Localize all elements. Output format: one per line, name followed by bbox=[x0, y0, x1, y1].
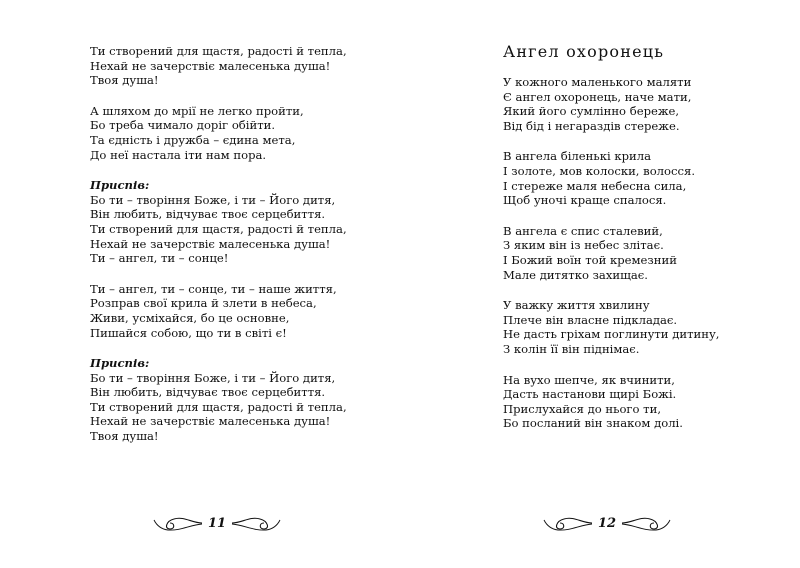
poem-line: Твоя душа! bbox=[90, 73, 159, 88]
refrain-stanza bbox=[90, 178, 347, 266]
poem-line: Живи, усміхайся, бо це основне, bbox=[90, 310, 290, 325]
right-page-poem bbox=[503, 75, 719, 447]
poem-line: Пишайся собою, що ти в світі є! bbox=[90, 325, 287, 340]
poem-line: Ти – ангел, ти – сонце, ти – наше життя, bbox=[90, 281, 337, 296]
stanza bbox=[90, 282, 347, 340]
poem-line: Від бід і негараздів стереже. bbox=[503, 118, 680, 133]
refrain-stanza bbox=[90, 356, 347, 444]
poem-line: Розправ свої крила й злети в небеса, bbox=[90, 296, 317, 311]
poem-line: Бо посланий він знаком долі. bbox=[503, 416, 683, 431]
flourish-right-icon bbox=[620, 512, 672, 534]
poem-line: З колін її він піднімає. bbox=[503, 341, 640, 356]
poem-line: І золоте, мов колоски, волосся. bbox=[503, 163, 696, 178]
refrain-label: Приспів: bbox=[90, 356, 150, 371]
poem-line: Він любить, відчуває твоє серцебиття. bbox=[90, 385, 326, 400]
stanza bbox=[503, 373, 719, 431]
poem-line: Нехай не зачерствіє малесенька душа! bbox=[90, 58, 331, 73]
poem-line: Та єдність і дружба – єдина мета, bbox=[90, 132, 296, 147]
poem-line: В ангела біленькі крила bbox=[503, 149, 652, 164]
page-number: 12 bbox=[598, 515, 617, 531]
refrain-label: Приспів: bbox=[90, 178, 150, 193]
stanza bbox=[503, 298, 719, 356]
poem-line: Який його сумлінно береже, bbox=[503, 104, 680, 119]
flourish-left-icon bbox=[542, 512, 594, 534]
stanza bbox=[90, 104, 347, 162]
stanza bbox=[90, 44, 347, 88]
poem-line: На вухо шепче, як вчинити, bbox=[503, 372, 675, 387]
poem-line: І стереже маля небесна сила, bbox=[503, 178, 687, 193]
left-page-footer bbox=[152, 509, 282, 537]
left-page-poem bbox=[90, 44, 347, 460]
right-page-footer bbox=[542, 509, 672, 537]
poem-line: З яким він із небес злітає. bbox=[503, 238, 664, 253]
page-number: 11 bbox=[208, 515, 227, 531]
poem-title: Ангел охоронець bbox=[503, 42, 665, 61]
poem-line: Він любить, відчуває твоє серцебиття. bbox=[90, 207, 326, 222]
poem-line: Твоя душа! bbox=[90, 429, 159, 444]
poem-line: Щоб уночі краще спалося. bbox=[503, 193, 667, 208]
poem-line: В ангела є спис сталевий, bbox=[503, 223, 663, 238]
poem-line: До неї настала іти нам пора. bbox=[90, 147, 267, 162]
stanza bbox=[503, 224, 719, 282]
poem-line: І Божий воїн той кремезний bbox=[503, 252, 677, 267]
poem-line: У важку життя хвилину bbox=[503, 298, 650, 313]
poem-line: Мале дитятко захищає. bbox=[503, 267, 648, 282]
poem-line: Плече він власне підкладає. bbox=[503, 312, 678, 327]
poem-line: Ти створений для щастя, радості й тепла, bbox=[90, 399, 347, 414]
poem-line: Прислухайся до нього ти, bbox=[503, 401, 661, 416]
poem-line: У кожного маленького маляти bbox=[503, 75, 692, 89]
flourish-right-icon bbox=[230, 512, 282, 534]
poem-line: Бо треба чимало доріг обійти. bbox=[90, 118, 276, 133]
poem-line: Бо ти – творіння Боже, і ти – Його дитя, bbox=[90, 370, 336, 385]
poem-line: Не дасть гріхам поглинути дитину, bbox=[503, 327, 720, 342]
poem-line: Нехай не зачерствіє малесенька душа! bbox=[90, 414, 331, 429]
poem-line: Ти створений для щастя, радості й тепла, bbox=[90, 221, 347, 236]
stanza bbox=[503, 75, 719, 133]
poem-line: Дасть настанови щирі Божі. bbox=[503, 387, 677, 402]
poem-line: Є ангел охоронець, наче мати, bbox=[503, 89, 692, 104]
flourish-left-icon bbox=[152, 512, 204, 534]
poem-line: Нехай не зачерствіє малесенька душа! bbox=[90, 236, 331, 251]
stanza bbox=[503, 149, 719, 207]
poem-line: А шляхом до мрії не легко пройти, bbox=[90, 103, 304, 118]
poem-line: Ти створений для щастя, радості й тепла, bbox=[90, 44, 347, 58]
poem-line: Бо ти – творіння Боже, і ти – Його дитя, bbox=[90, 192, 336, 207]
poem-line: Ти – ангел, ти – сонце! bbox=[90, 251, 229, 266]
